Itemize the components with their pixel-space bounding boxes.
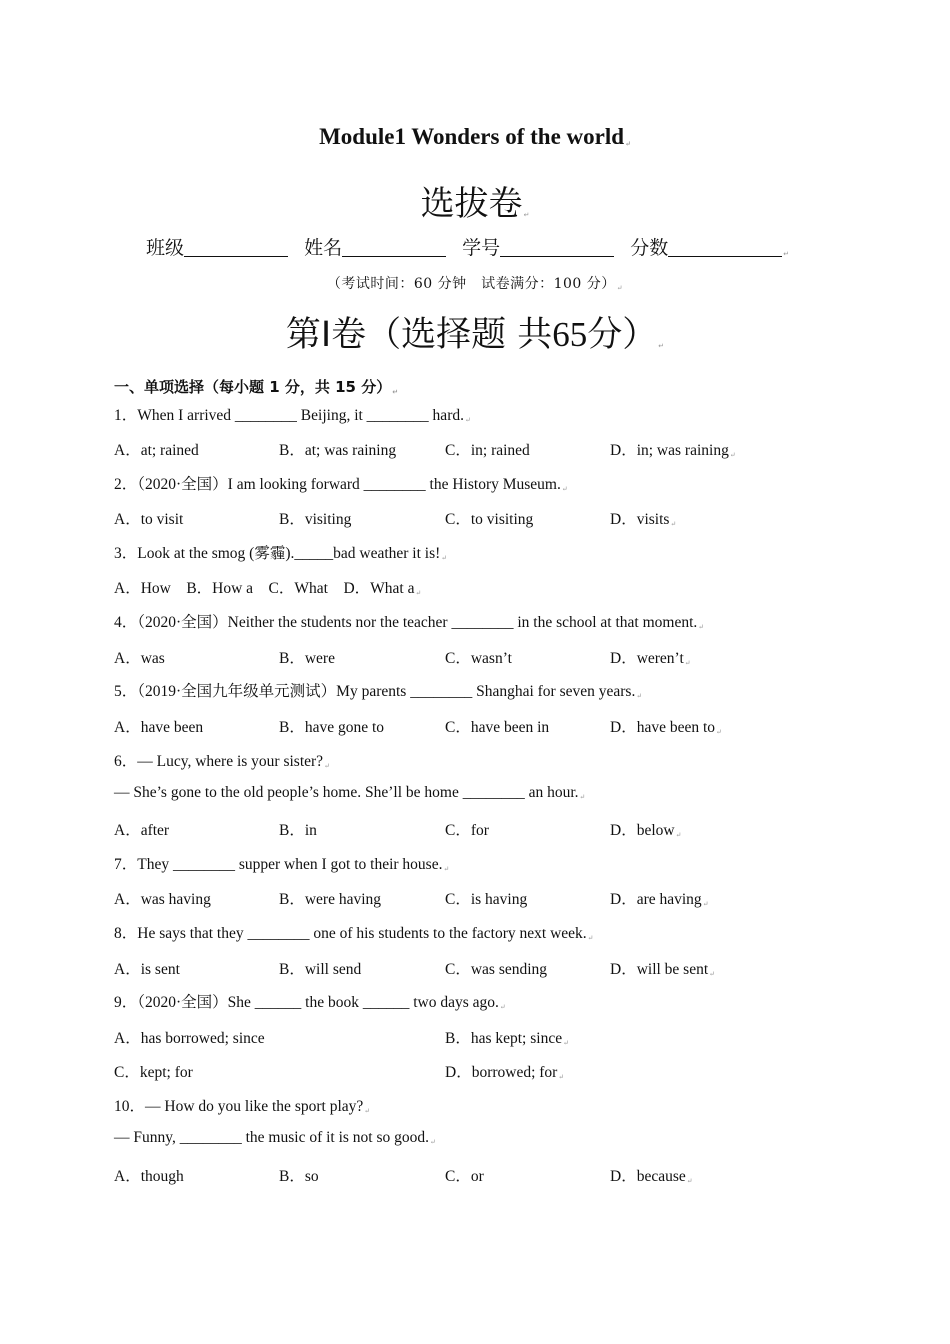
question-10-option-c[interactable]: C．or	[445, 1168, 484, 1185]
question-7-option-c[interactable]: C．is having	[445, 891, 528, 908]
student-id-blank[interactable]	[500, 237, 614, 257]
question-4-option-b[interactable]: B．were	[279, 650, 335, 667]
student-info-row: 班级 姓名 学号 分数 ↵	[146, 237, 790, 259]
part-heading: 第I卷（选择题 共65分）↵	[285, 315, 665, 355]
question-2-option-b[interactable]: B．visiting	[279, 511, 352, 528]
question-3-options[interactable]: A．How B．How a C．What D．What a↵	[114, 580, 422, 597]
question-2-stem: 2．（2020·全国）I am looking forward ________ the History Museum.↵	[114, 476, 568, 493]
question-8-option-b[interactable]: B．will send	[279, 961, 362, 978]
document-subtitle: 选拔卷↵	[420, 184, 530, 224]
question-10-stem: 10．— How do you like the sport play?↵	[114, 1098, 371, 1115]
question-4-option-d[interactable]: D．weren’t↵	[610, 650, 691, 667]
name-label: 姓名	[304, 237, 343, 259]
question-6-stem-reply: — She’s gone to the old people’s home. She’ll be home ________ an hour.↵	[114, 784, 586, 801]
question-6-option-b[interactable]: B．in	[279, 822, 317, 839]
question-9-stem: 9．（2020·全国）She ______ the book ______ two days ago.↵	[114, 994, 506, 1011]
question-6-option-d[interactable]: D．below↵	[610, 822, 682, 839]
question-2-option-a[interactable]: A．to visit	[114, 511, 184, 528]
question-10-option-a[interactable]: A．though	[114, 1168, 184, 1185]
question-7-option-d[interactable]: D．are having↵	[610, 891, 709, 908]
question-3-stem: 3．Look at the smog (雾霾)._____bad weather it is!↵	[114, 545, 448, 562]
question-8-stem: 8．He says that they ________ one of his students to the factory next week.↵	[114, 925, 594, 942]
question-2-option-c[interactable]: C．to visiting	[445, 511, 534, 528]
question-1-stem: 1．When I arrived ________ Beijing, it ________ hard.↵	[114, 407, 471, 424]
question-7-stem: 7．They ________ supper when I got to their house.↵	[114, 856, 450, 873]
question-4-option-a[interactable]: A．was	[114, 650, 165, 667]
question-5-option-d[interactable]: D．have been to↵	[610, 719, 722, 736]
question-6-option-a[interactable]: A．after	[114, 822, 170, 839]
question-9-option-a[interactable]: A．has borrowed; since	[114, 1030, 265, 1047]
question-1-option-b[interactable]: B．at; was raining	[279, 442, 397, 459]
question-8-option-d[interactable]: D．will be sent↵	[610, 961, 716, 978]
question-10-stem-reply: — Funny, ________ the music of it is not so good.↵	[114, 1129, 436, 1146]
section-heading: 一、单项选择（每小题 1 分，共 15 分）↵	[114, 378, 399, 396]
question-8-option-c[interactable]: C．was sending	[445, 961, 548, 978]
question-1-option-d[interactable]: D．in; was raining↵	[610, 442, 736, 459]
score-blank[interactable]	[668, 237, 782, 257]
question-5-option-c[interactable]: C．have been in	[445, 719, 550, 736]
question-5-option-b[interactable]: B．have gone to	[279, 719, 385, 736]
question-9-option-c[interactable]: C．kept; for	[114, 1064, 193, 1081]
question-2-option-d[interactable]: D．visits↵	[610, 511, 677, 528]
question-10-option-d[interactable]: D．because↵	[610, 1168, 693, 1185]
question-7-option-b[interactable]: B．were having	[279, 891, 382, 908]
question-6-stem: 6．— Lucy, where is your sister?↵	[114, 753, 330, 770]
question-10-option-b[interactable]: B．so	[279, 1168, 319, 1185]
exam-time-info: （考试时间：60 分钟 试卷满分：100 分）↵	[326, 276, 624, 292]
question-6-option-c[interactable]: C．for	[445, 822, 489, 839]
question-7-option-a[interactable]: A．was having	[114, 891, 211, 908]
score-label: 分数	[630, 237, 669, 259]
question-1-option-c[interactable]: C．in; rained	[445, 442, 530, 459]
document-title: Module1 Wonders of the world↵	[319, 124, 631, 149]
question-1-option-a[interactable]: A．at; rained	[114, 442, 199, 459]
class-blank[interactable]	[184, 237, 288, 257]
name-blank[interactable]	[342, 237, 446, 257]
question-9-option-d[interactable]: D．borrowed; for↵	[445, 1064, 565, 1081]
class-label: 班级	[146, 237, 185, 259]
question-9-option-b[interactable]: B．has kept; since↵	[445, 1030, 569, 1047]
question-8-option-a[interactable]: A．is sent	[114, 961, 180, 978]
question-5-stem: 5．（2019·全国九年级单元测试）My parents ________ Shanghai for seven years.↵	[114, 683, 643, 700]
question-5-option-a[interactable]: A．have been	[114, 719, 204, 736]
question-4-stem: 4．（2020·全国）Neither the students nor the teacher ________ in the school at that moment.↵	[114, 614, 705, 631]
student-id-label: 学号	[462, 237, 501, 259]
question-4-option-c[interactable]: C．wasn’t	[445, 650, 512, 667]
